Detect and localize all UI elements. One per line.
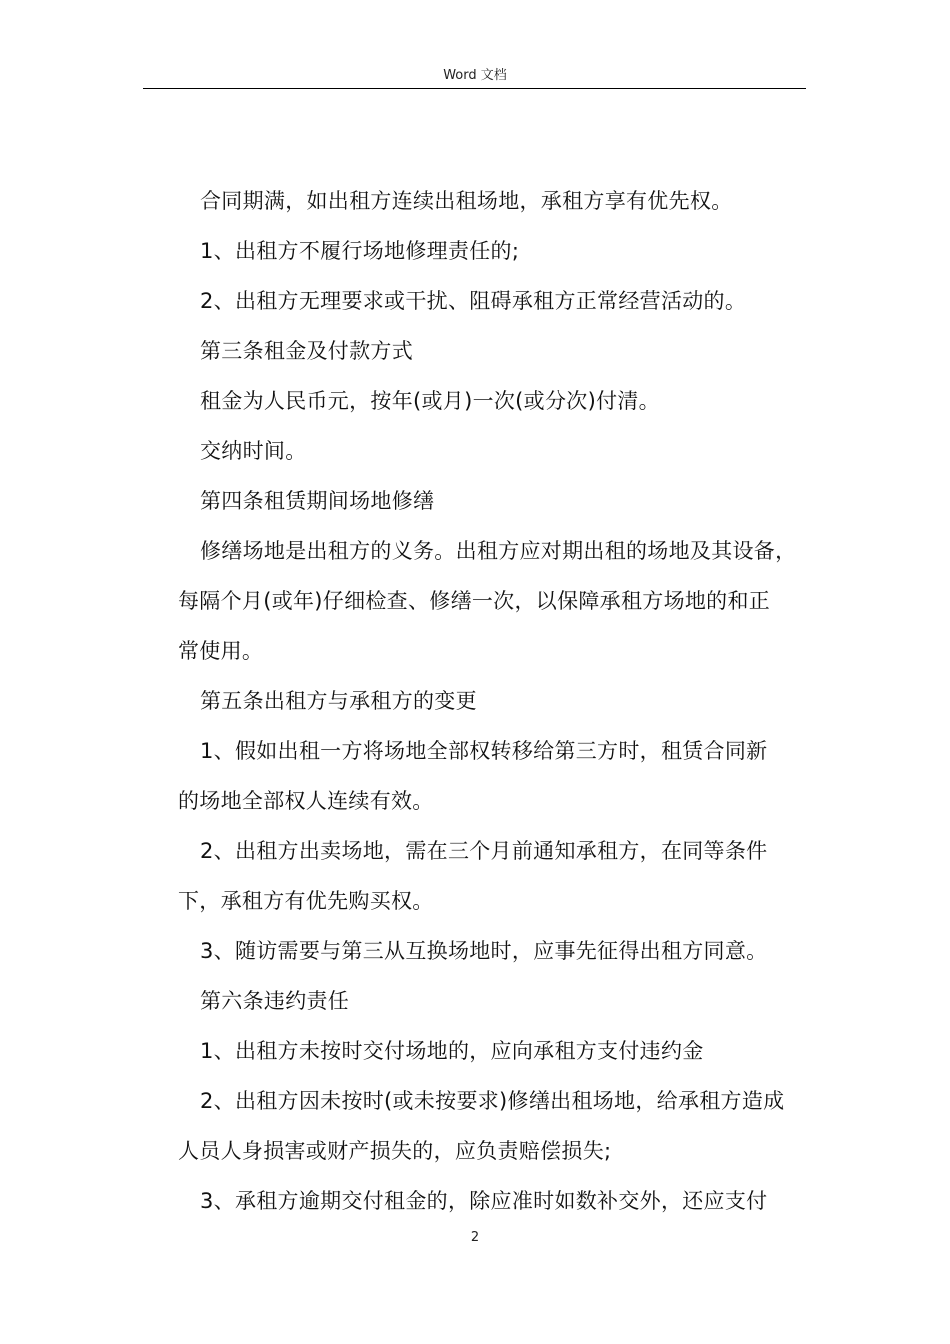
page-number: 2: [470, 1230, 480, 1245]
paragraph-line: 2、出租方因未按时(或未按要求)修缮出租场地，给承租方造成: [200, 1089, 785, 1113]
paragraph-line: 2、出租方出卖场地，需在三个月前通知承租方，在同等条件: [200, 839, 768, 863]
paragraph-line: 租金为人民币元，按年(或月)一次(或分次)付清。: [200, 389, 660, 413]
section-heading: 第五条出租方与承租方的变更: [200, 689, 477, 713]
paragraph-line: 每隔个月(或年)仔细检查、修缮一次，以保障承租方场地的和正: [178, 589, 771, 613]
paragraph-line: 人员人身损害或财产损失的，应负责赔偿损失;: [178, 1139, 612, 1163]
section-heading: 第六条违约责任: [200, 989, 350, 1013]
paragraph-line: 下，承租方有优先购买权。: [178, 889, 434, 913]
paragraph-line: 1、出租方不履行场地修理责任的;: [200, 239, 520, 263]
section-heading: 第四条租赁期间场地修缮: [200, 489, 435, 513]
header-title: Word 文档: [443, 68, 507, 83]
paragraph-line: 修缮场地是出租方的义务。出租方应对期出租的场地及其设备，: [200, 539, 797, 563]
paragraph-line: 常使用。: [178, 639, 264, 663]
paragraph-line: 交纳时间。: [200, 439, 307, 463]
paragraph-line: 1、出租方未按时交付场地的，应向承租方支付违约金: [200, 1039, 704, 1063]
paragraph-line: 3、承租方逾期交付租金的，除应准时如数补交外，还应支付: [200, 1189, 768, 1213]
paragraph-line: 1、假如出租一方将场地全部权转移给第三方时，租赁合同新: [200, 739, 768, 763]
paragraph-line: 合同期满，如出租方连续出租场地，承租方享有优先权。: [200, 189, 733, 213]
page-footer: [0, 1229, 950, 1247]
document-body: [178, 176, 818, 1226]
paragraph-line: 2、出租方无理要求或干扰、阻碍承租方正常经营活动的。: [200, 289, 747, 313]
page-header: [0, 67, 950, 85]
paragraph-line: 的场地全部权人连续有效。: [178, 789, 434, 813]
section-heading: 第三条租金及付款方式: [200, 339, 413, 363]
paragraph-line: 3、随访需要与第三从互换场地时，应事先征得出租方同意。: [200, 939, 768, 963]
header-divider: [143, 88, 806, 89]
